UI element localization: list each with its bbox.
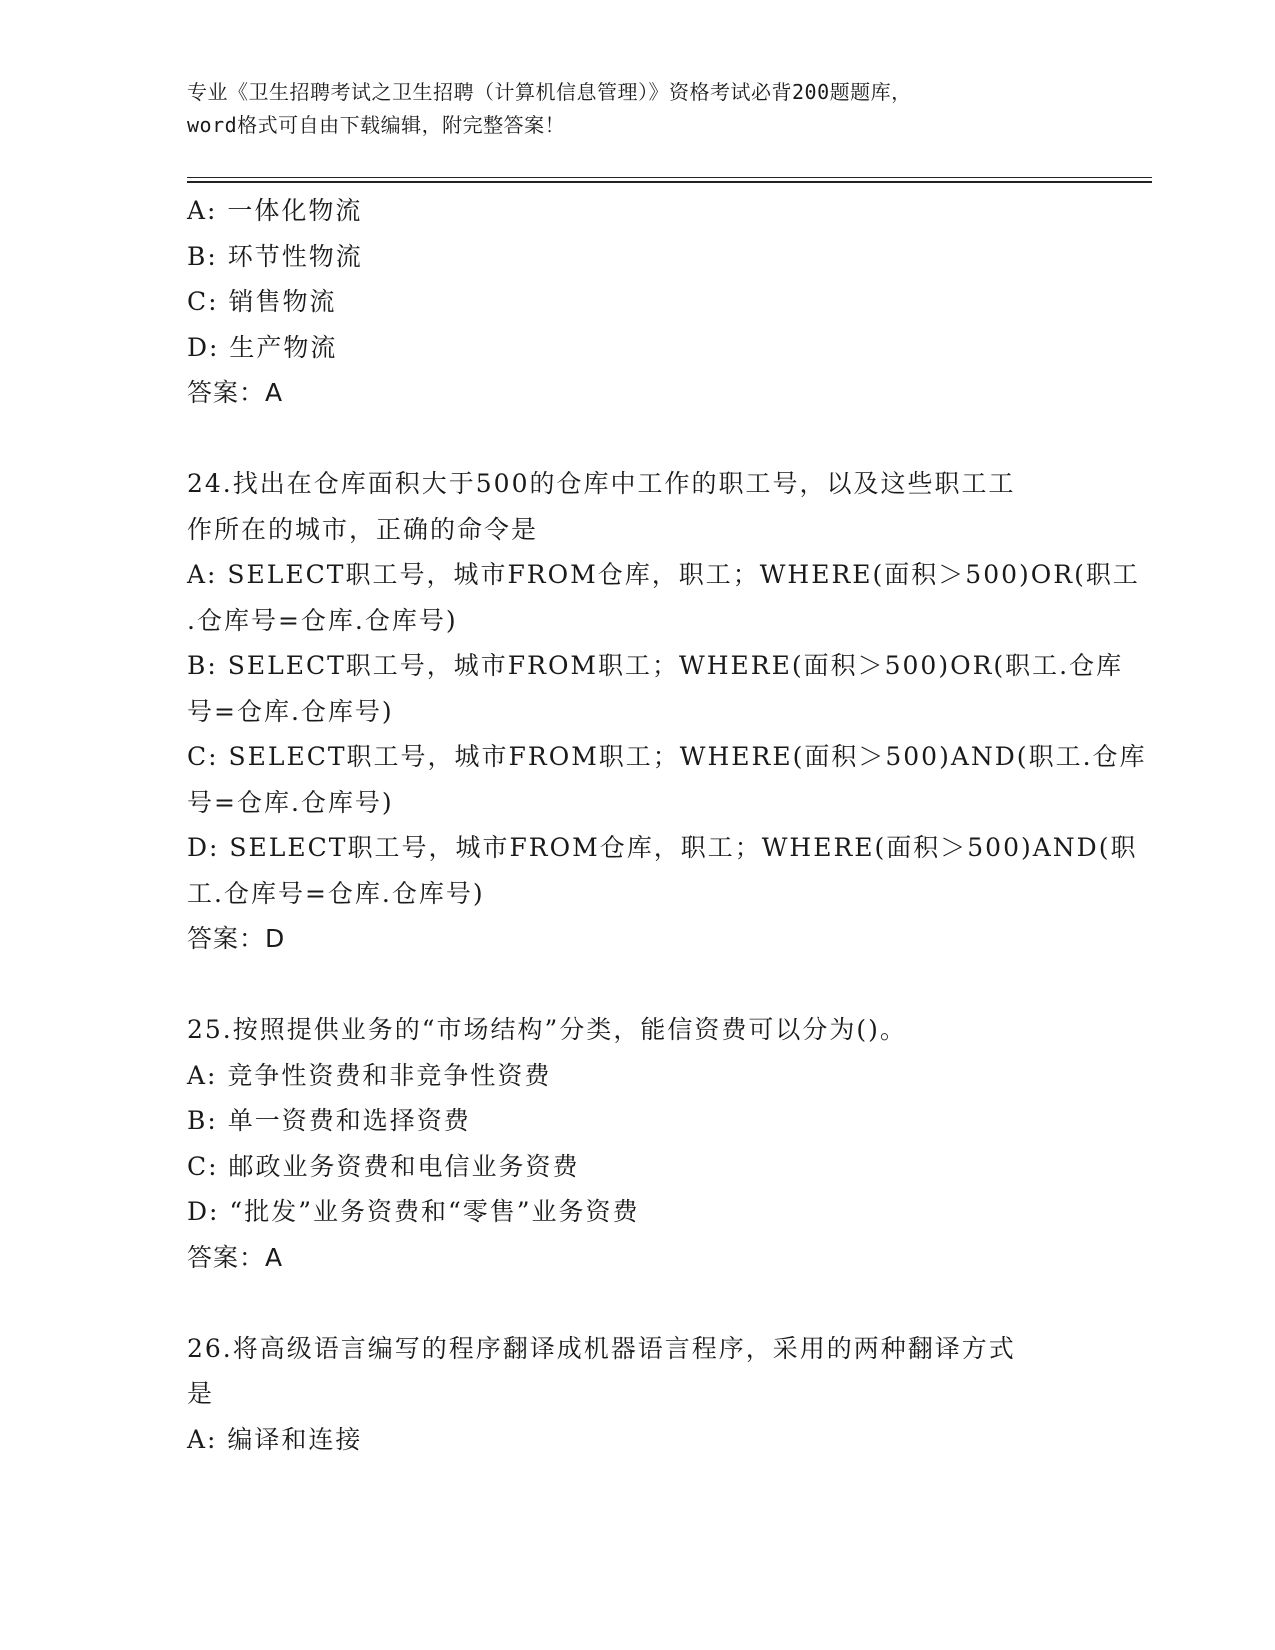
spacer bbox=[187, 1280, 1092, 1326]
option-a-cont: .仓库号=仓库.仓库号) bbox=[187, 605, 458, 635]
spacer bbox=[187, 962, 1092, 1008]
question-text: 作所在的城市，正确的命令是 bbox=[187, 514, 539, 544]
option-c: C: 销售物流 bbox=[187, 287, 337, 316]
option-c: C: SELECT职工号，城市FROM职工；WHERE(面积＞500)AND(职工.仓库 bbox=[187, 742, 1147, 771]
option-a: A: 编译和连接 bbox=[187, 1424, 363, 1454]
option-c: C: 邮政业务资费和电信业务资费 bbox=[187, 1151, 580, 1181]
question-26 bbox=[187, 1326, 1092, 1463]
answer: 答案：D bbox=[187, 924, 286, 953]
question-24 bbox=[187, 461, 1147, 962]
option-d: D: SELECT职工号，城市FROM仓库，职工；WHERE(面积＞500)AND(职 bbox=[187, 833, 1138, 862]
option-a: A: 竞争性资费和非竞争性资费 bbox=[187, 1060, 552, 1090]
option-a: A: 一体化物流 bbox=[187, 196, 363, 225]
option-d: D: “批发”业务资费和“零售”业务资费 bbox=[187, 1197, 640, 1226]
question-text: 26.将高级语言编写的程序翻译成机器语言程序，采用的两种翻译方式 bbox=[187, 1333, 1016, 1363]
option-a: A: SELECT职工号，城市FROM仓库，职工；WHERE(面积＞500)OR(职工 bbox=[187, 560, 1140, 589]
option-b: B: SELECT职工号，城市FROM职工；WHERE(面积＞500)OR(职工.仓库 bbox=[187, 651, 1124, 680]
option-d: D: 生产物流 bbox=[187, 332, 338, 362]
document-header bbox=[187, 76, 1087, 142]
option-c-cont: 号=仓库.仓库号) bbox=[187, 787, 394, 817]
header-line-1: 专业《卫生招聘考试之卫生招聘（计算机信息管理）》资格考试必背200题题库， bbox=[187, 80, 912, 104]
header-divider bbox=[187, 177, 1152, 183]
spacer bbox=[187, 416, 1092, 462]
question-25 bbox=[187, 1007, 1092, 1280]
question-text: 是 bbox=[187, 1379, 215, 1408]
question-23 bbox=[187, 188, 1092, 416]
header-line-2: word格式可自由下载编辑，附完整答案！ bbox=[187, 113, 566, 137]
option-b-cont: 号=仓库.仓库号) bbox=[187, 696, 394, 726]
question-text: 25.按照提供业务的“市场结构”分类，能信资费可以分为()。 bbox=[187, 1015, 907, 1044]
option-d-cont: 工.仓库号=仓库.仓库号) bbox=[187, 878, 485, 908]
question-text: 24.找出在仓库面积大于500的仓库中工作的职工号，以及这些职工工 bbox=[187, 469, 1016, 498]
option-b: B: 环节性物流 bbox=[187, 241, 363, 271]
answer: 答案：A bbox=[187, 378, 284, 407]
document-body bbox=[187, 188, 1147, 1462]
option-b: B: 单一资费和选择资费 bbox=[187, 1106, 471, 1135]
answer: 答案：A bbox=[187, 1242, 284, 1272]
